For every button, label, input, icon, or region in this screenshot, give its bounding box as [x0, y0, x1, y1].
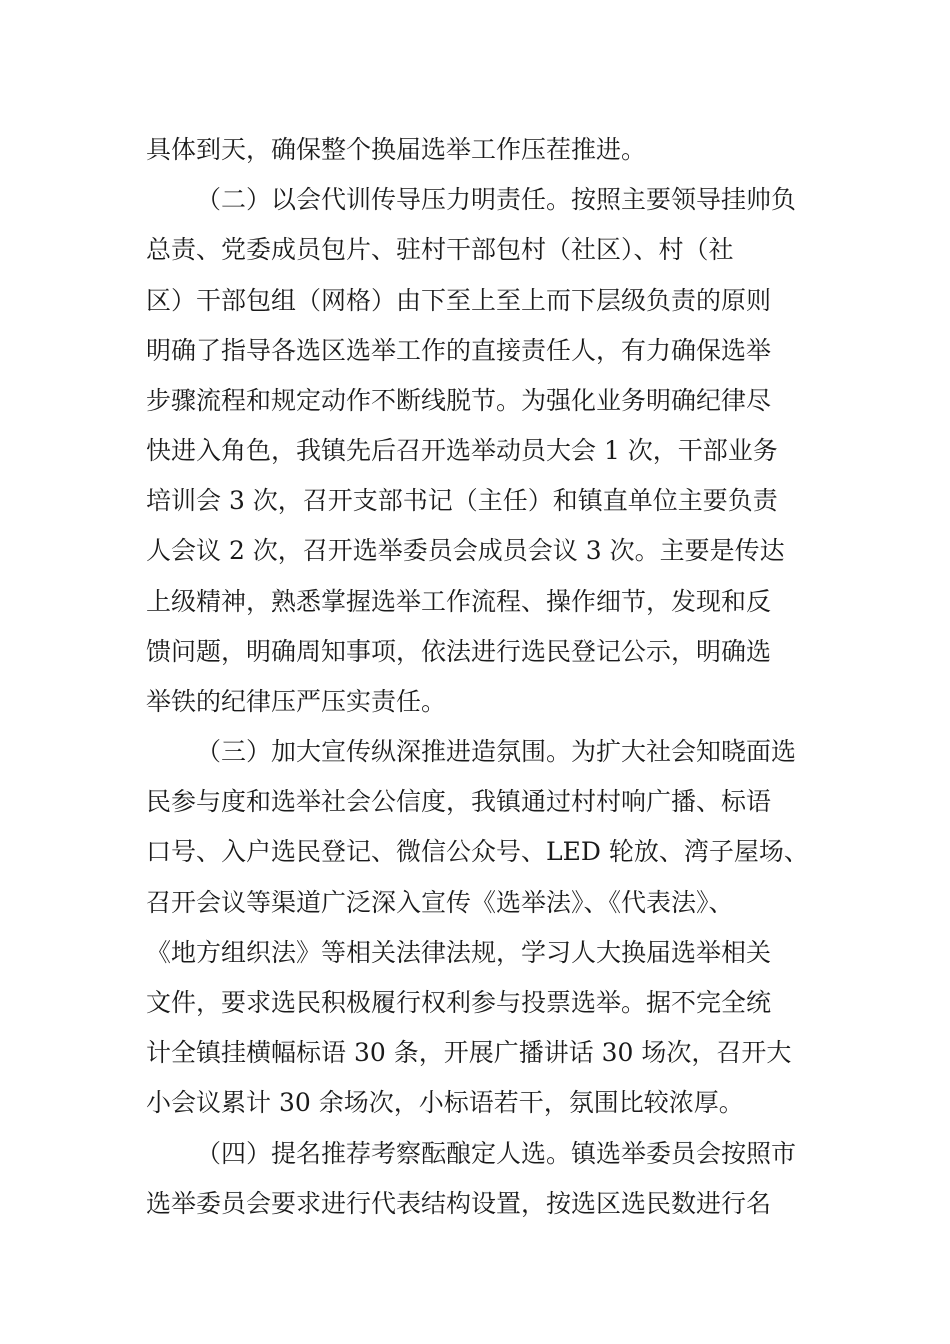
body-line-17: 《地方组织法》等相关法律法规，学习人大换届选举相关 [146, 938, 772, 967]
body-line-14: 民参与度和选举社会公信度，我镇通过村村响广播、标语 [146, 787, 772, 816]
section-3-heading-line: （三）加大宣传纵深推进造氛围。为扩大社会知晓面选 [196, 737, 797, 766]
body-line-18: 文件，要求选民积极履行权利参与投票选举。据不完全统 [146, 988, 772, 1017]
body-line-7: 快进入角色，我镇先后召开选举动员大会 1 次，干部业务 [146, 436, 778, 465]
body-line-11: 馈问题，明确周知事项，依法进行选民登记公示，明确选 [146, 637, 772, 666]
body-line-15: 口号、入户选民登记、微信公众号、LED 轮放、湾子屋场、 [146, 837, 809, 866]
body-line-5: 明确了指导各选区选举工作的直接责任人，有力确保选举 [146, 336, 772, 365]
body-line-4: 区）干部包组（网格）由下至上至上而下层级负责的原则 [146, 286, 772, 315]
body-line-20: 小会议累计 30 余场次，小标语若干，氛围比较浓厚。 [146, 1088, 744, 1117]
body-line-9: 人会议 2 次，召开选举委员会成员会议 3 次。主要是传达 [146, 536, 785, 565]
body-line-16: 召开会议等渠道广泛深入宣传《选举法》、《代表法》、 [146, 888, 734, 917]
body-line-3: 总责、党委成员包片、驻村干部包村（社区）、村（社 [146, 235, 734, 264]
body-line-12: 举铁的纪律压严压实责任。 [146, 687, 447, 716]
body-line-10: 上级精神，熟悉掌握选举工作流程、操作细节，发现和反 [146, 587, 772, 616]
body-line-6: 步骤流程和规定动作不断线脱节。为强化业务明确纪律尽 [146, 386, 772, 415]
body-line-1: 具体到天，确保整个换届选举工作压茬推进。 [146, 135, 647, 164]
body-line-22: 选举委员会要求进行代表结构设置，按选区选民数进行名 [146, 1189, 772, 1218]
body-line-8: 培训会 3 次，召开支部书记（主任）和镇直单位主要负责 [146, 486, 778, 515]
body-line-19: 计全镇挂横幅标语 30 条，开展广播讲话 30 场次，召开大 [146, 1038, 792, 1067]
section-4-heading-line: （四）提名推荐考察酝酿定人选。镇选举委员会按照市 [196, 1139, 797, 1168]
section-2-heading-line: （二）以会代训传导压力明责任。按照主要领导挂帅负 [196, 185, 797, 214]
